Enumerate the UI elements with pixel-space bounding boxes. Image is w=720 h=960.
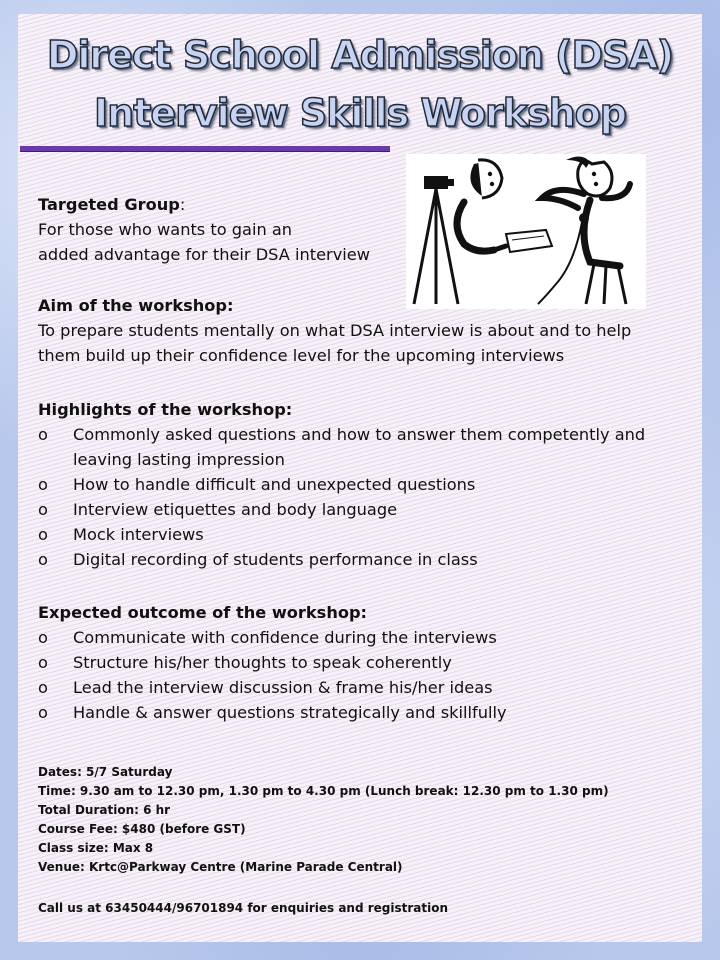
highlight-item: o Commonly asked questions and how to answer them competently and leaving lasting impression [38,425,646,469]
highlight-item: o How to handle difficult and unexpected questions [38,475,476,494]
outcome-item: o Lead the interview discussion & frame his/her ideas [38,678,493,697]
interview-clipart [406,154,646,309]
aim-heading: Aim of the workshop: [38,296,234,315]
title-line-1: Direct School Admission (DSA) [46,33,674,77]
duration-text: Total Duration: 6 hr [38,803,171,817]
aim-line-2: them build up their confidence level for the upcoming interviews [38,346,565,365]
highlights-heading: Highlights of the workshop: [38,400,293,419]
dates-text: Dates: 5/7 Saturday [38,765,173,779]
outcome-list [38,625,507,725]
targeted-group-heading: Targeted Group: [38,195,186,214]
outcome-item: o Communicate with confidence during the interviews [38,628,497,647]
fee-text: Course Fee: $480 (before GST) [38,822,246,836]
outcome-item: o Structure his/her thoughts to speak coherently [38,653,452,672]
highlights-list [38,422,683,572]
aim-line-1: To prepare students mentally on what DSA interview is about and to help [38,321,632,340]
interviewer-figure-icon [457,160,552,252]
highlight-item: o Interview etiquettes and body language [38,500,398,519]
time-text: Time: 9.30 am to 12.30 pm, 1.30 pm to 4.30 pm (Lunch break: 12.30 pm to 1.30 pm) [38,784,609,798]
contact-text: Call us at 63450444/96701894 for enquiries and registration [38,901,449,915]
title-underline [20,146,390,152]
camera-tripod-icon [414,176,458,304]
highlight-item: o Digital recording of students performance in class [38,550,478,569]
interviewee-figure-icon [538,156,630,304]
outcome-heading: Expected outcome of the workshop: [38,603,368,622]
class-size-text: Class size: Max 8 [38,841,154,855]
highlight-item: o Mock interviews [38,525,204,544]
targeted-group-line-1: For those who wants to gain an [38,220,293,239]
venue-text: Venue: Krtc@Parkway Centre (Marine Parade Central) [38,860,403,874]
outcome-item: o Handle & answer questions strategically and skillfully [38,703,507,722]
targeted-group-line-2: added advantage for their DSA interview [38,245,370,264]
title-line-2: Interview Skills Workshop [94,91,626,135]
